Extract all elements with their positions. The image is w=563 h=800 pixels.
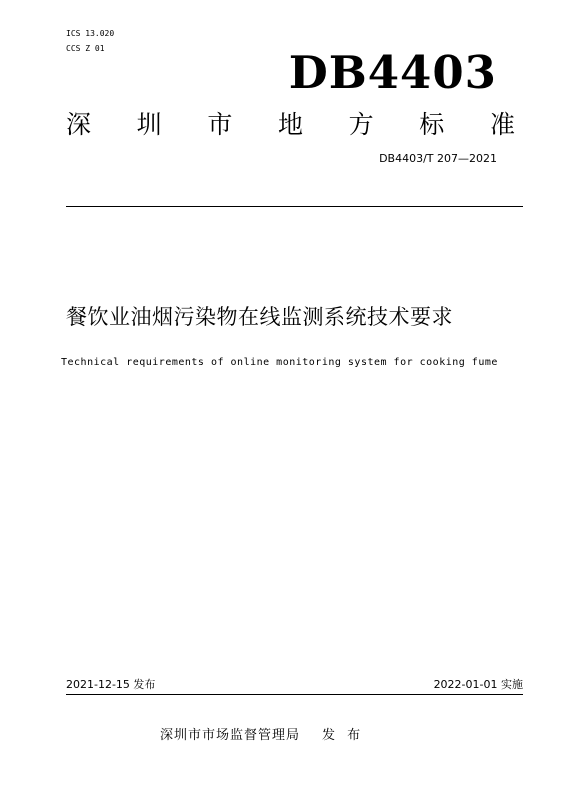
issuing-authority: 深圳市市场监督管理局 (160, 728, 301, 743)
document-title-chinese: 餐饮业油烟污染物在线监测系统技术要求 (66, 305, 453, 329)
issuer-line (160, 728, 364, 744)
ccs-code: CCS Z 01 (66, 44, 105, 53)
standard-type-char: 圳 (136, 110, 162, 139)
issue-date: 2021-12-15 发布 (66, 678, 156, 691)
implementation-date: 2022-01-01 实施 (433, 678, 523, 691)
footer-divider (66, 694, 523, 695)
standard-type-char: 市 (207, 110, 233, 139)
standard-number: DB4403/T 207—2021 (379, 152, 497, 165)
standard-code: DB4403 (288, 46, 497, 99)
standard-type-char: 地 (277, 110, 303, 139)
standard-type-char: 标 (419, 110, 445, 139)
standard-type-char: 准 (489, 110, 515, 139)
document-title-english: Technical requirements of online monitoring system for cooking fume (61, 357, 498, 368)
standard-type (66, 110, 515, 140)
standard-type-char: 深 (66, 110, 92, 139)
ics-code: ICS 13.020 (66, 29, 115, 38)
standard-type-char: 方 (348, 110, 374, 139)
header-divider (66, 206, 523, 207)
publish-label: 发 布 (322, 728, 365, 743)
